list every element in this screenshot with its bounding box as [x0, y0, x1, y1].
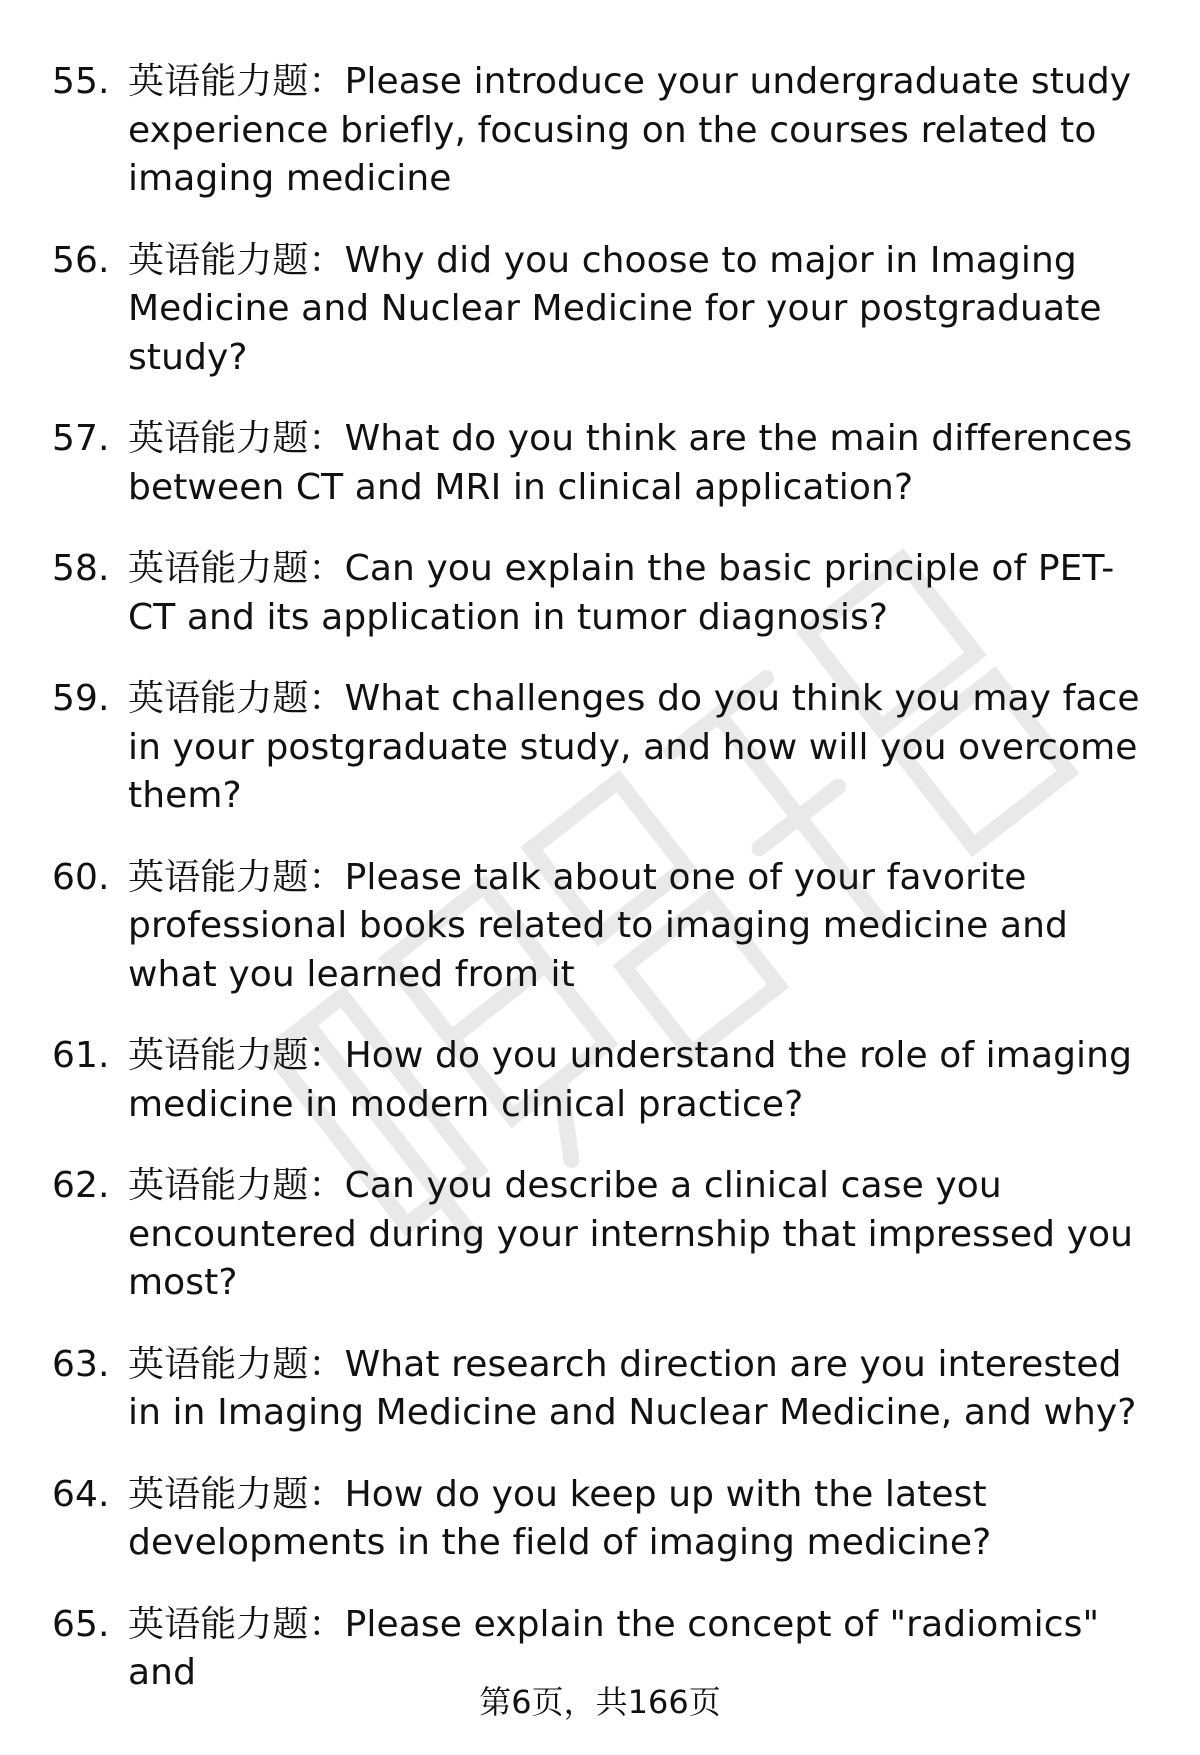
question-text: Please introduce your undergraduate study experience briefly, focusing on the courses related to imaging medicine	[128, 61, 1132, 199]
question-number: 58.	[52, 548, 110, 589]
question-text: How do you keep up with the latest developments in the field of imaging medicine?	[128, 1473, 992, 1563]
question-label: 英语能力题：	[128, 1343, 345, 1385]
question-number: 60.	[52, 856, 110, 898]
question-label: 英语能力题：	[128, 239, 345, 281]
question-number: 65.	[52, 1603, 110, 1645]
question-label: 英语能力题：	[128, 1473, 345, 1515]
question-number: 57.	[52, 418, 110, 459]
question-label: 英语能力题：	[128, 548, 345, 589]
question-item	[0, 1162, 1200, 1308]
question-number: 55.	[52, 61, 110, 102]
question-item	[0, 854, 1200, 1000]
question-item	[0, 1341, 1200, 1438]
question-label: 英语能力题：	[128, 1165, 345, 1206]
question-label: 英语能力题：	[128, 1035, 345, 1076]
question-item	[0, 675, 1200, 821]
question-text: Why did you choose to major in Imaging Medicine and Nuclear Medicine for your postgraduate study?	[128, 239, 1102, 378]
question-label: 英语能力题：	[128, 678, 345, 719]
question-text: Can you describe a clinical case you encountered during your internship that impressed you most?	[128, 1165, 1134, 1303]
question-label: 英语能力题：	[128, 61, 345, 102]
question-item	[0, 58, 1200, 204]
question-number: 56.	[52, 239, 110, 281]
question-item	[0, 415, 1200, 512]
question-label: 英语能力题：	[128, 1603, 345, 1645]
question-label: 英语能力题：	[128, 856, 345, 898]
question-number: 64.	[52, 1473, 110, 1515]
question-number: 62.	[52, 1165, 110, 1206]
question-text: Can you explain the basic principle of PET-CT and its application in tumor diagnosis?	[128, 548, 1115, 638]
question-item	[0, 545, 1200, 642]
question-text: What research direction are you interested in in Imaging Medicine and Nuclear Medicine, and why?	[128, 1343, 1137, 1433]
question-number: 61.	[52, 1035, 110, 1076]
question-text: Please talk about one of your favorite professional books related to imaging medicine and what you learned from it	[128, 856, 1068, 995]
question-text: What do you think are the main differences between CT and MRI in clinical application?	[128, 418, 1133, 508]
question-number: 63.	[52, 1343, 110, 1385]
question-text: How do you understand the role of imaging medicine in modern clinical practice?	[128, 1035, 1133, 1125]
question-number: 59.	[52, 678, 110, 719]
question-list	[0, 58, 1200, 1731]
page-number-footer: 第6页，共166页	[479, 1683, 721, 1721]
question-text: Please explain the concept of "radiomics" and	[128, 1603, 1100, 1693]
question-text: What challenges do you think you may face in your postgraduate study, and how will you overcome them?	[128, 678, 1140, 816]
question-item	[0, 1032, 1200, 1129]
question-item	[0, 237, 1200, 383]
question-item	[0, 1471, 1200, 1568]
question-label: 英语能力题：	[128, 418, 345, 459]
